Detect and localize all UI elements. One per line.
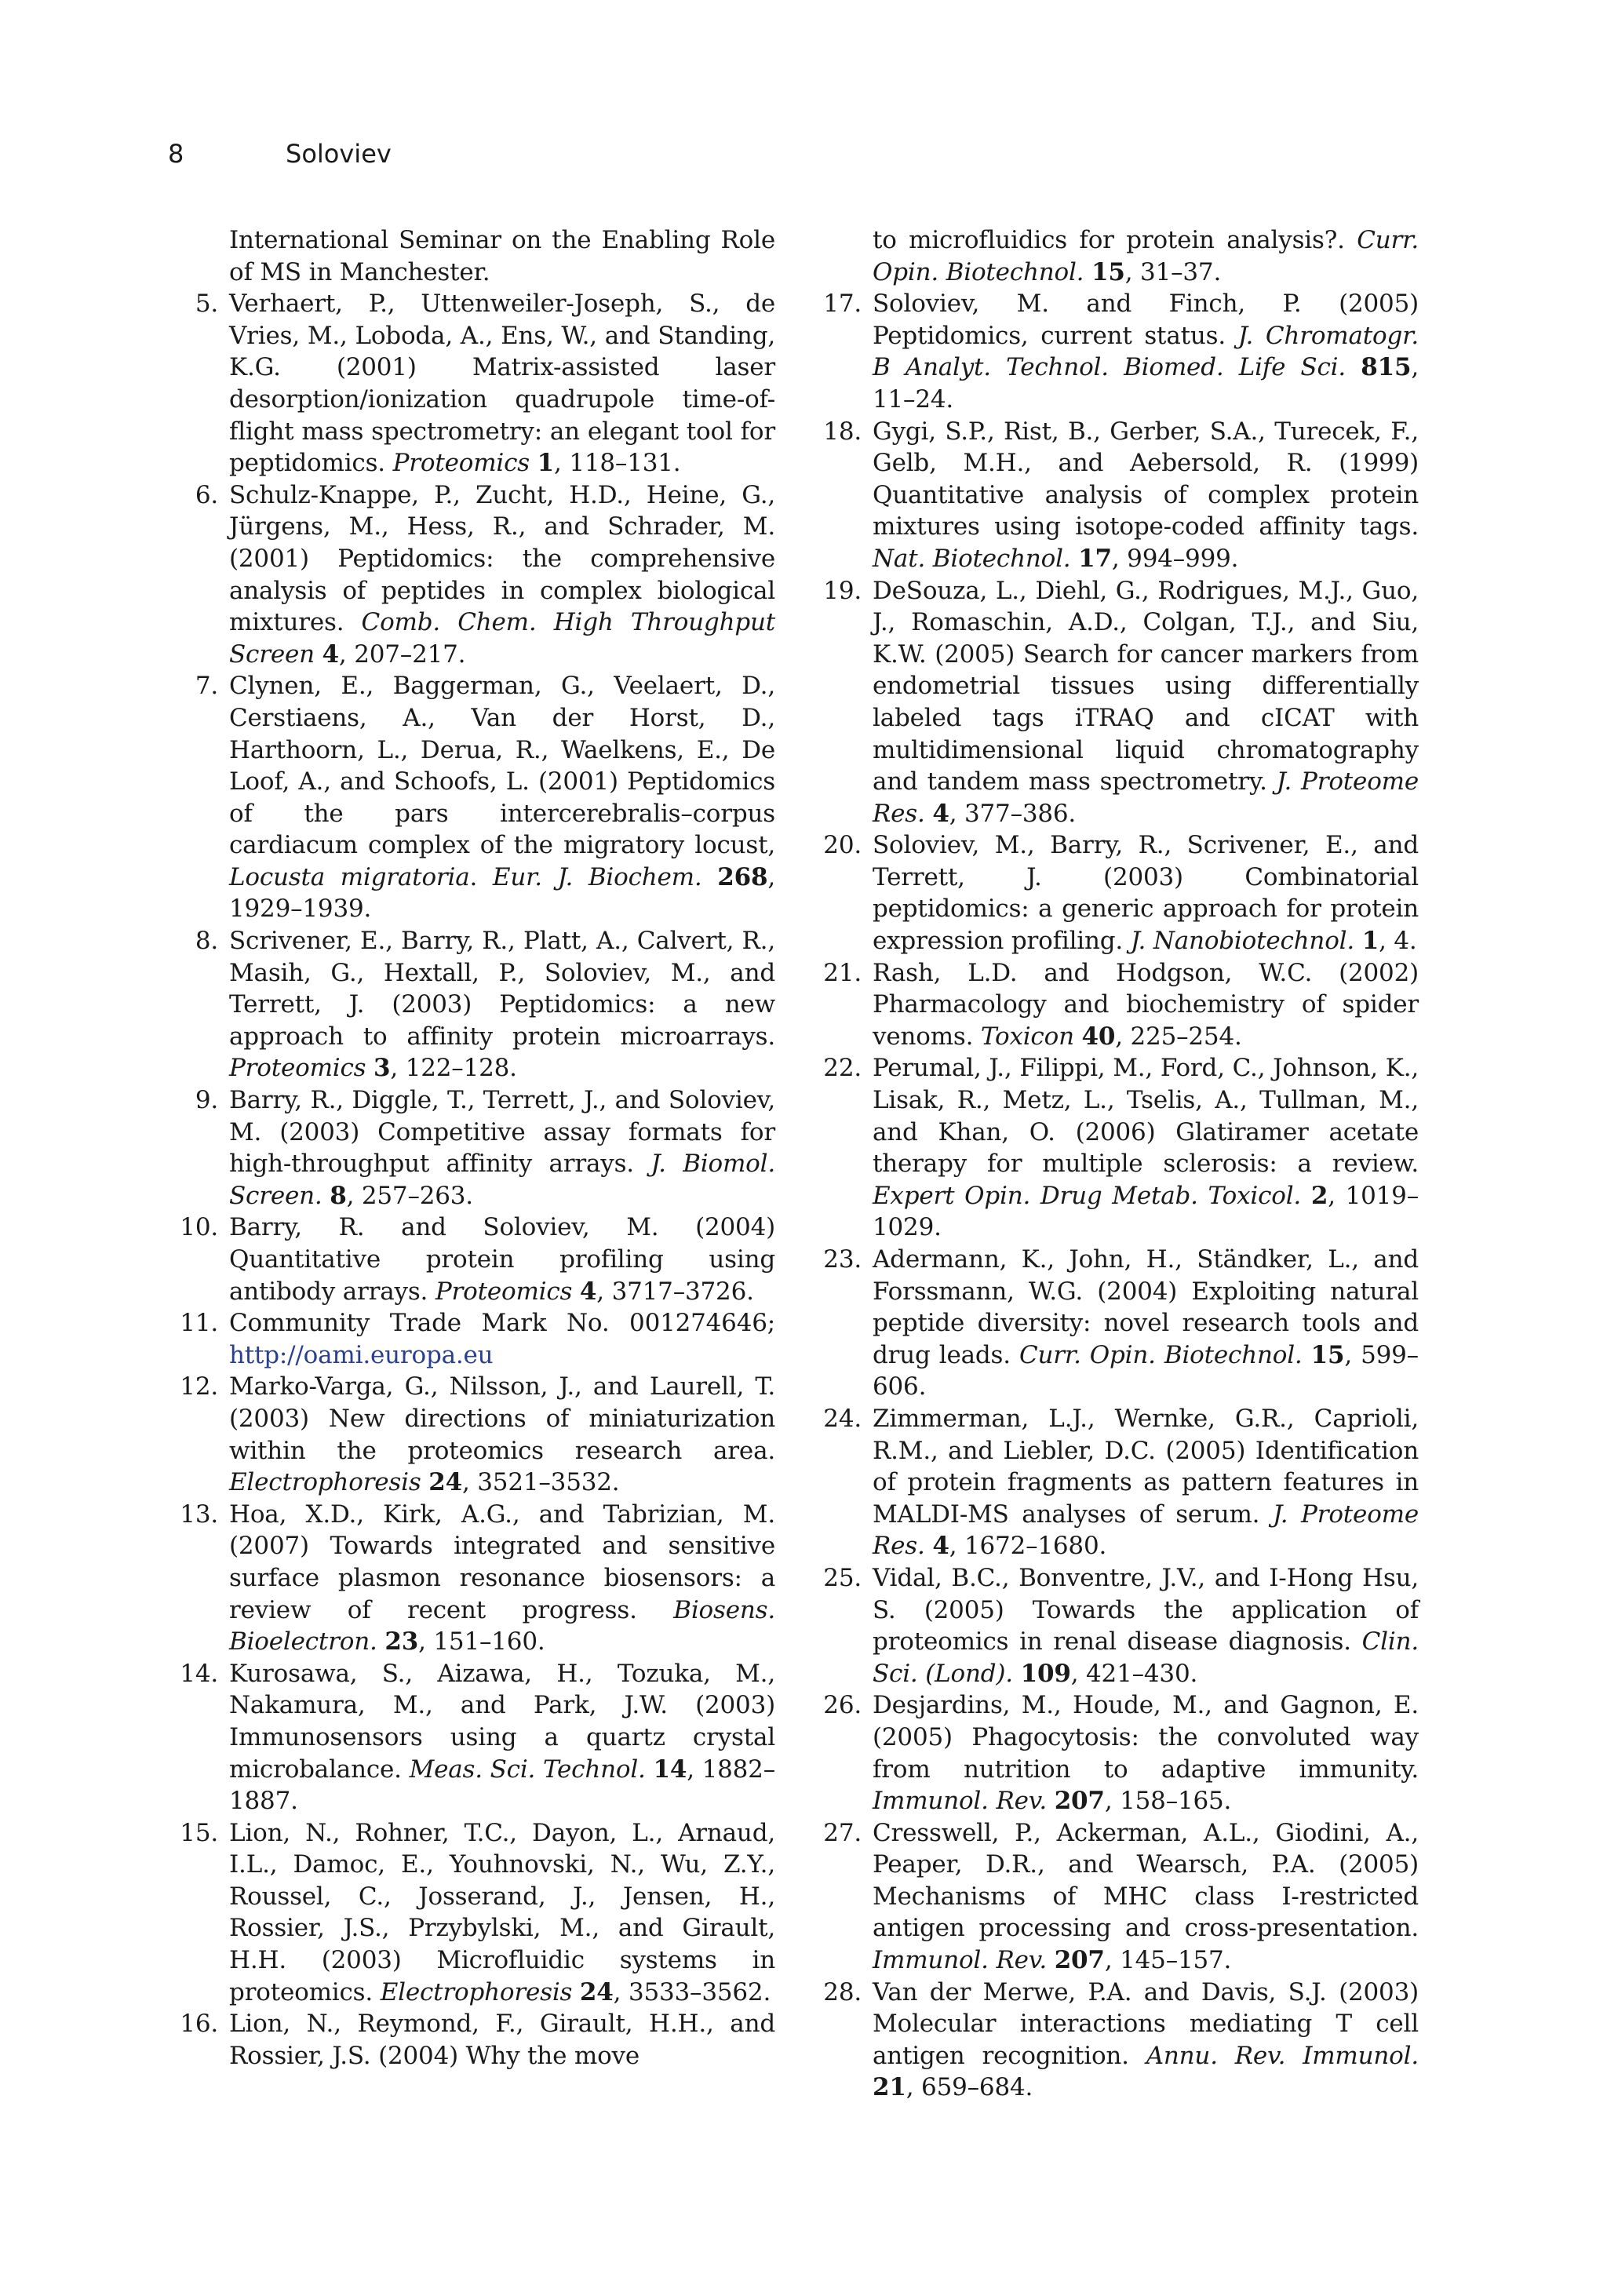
reference-text-segment <box>572 1978 580 2006</box>
volume-number: 15 <box>1310 1340 1345 1369</box>
reference-text-segment: , 158–165. <box>1104 1787 1232 1816</box>
reference-text-segment: , 225–254. <box>1115 1022 1242 1051</box>
reference-number: 27. <box>823 1818 862 1847</box>
reference-number: 6. <box>195 480 218 509</box>
reference-text <box>873 224 1419 288</box>
reference-text-segment: , 257–263. <box>346 1181 473 1210</box>
reference-number: 23. <box>823 1245 862 1274</box>
reference-number: 5. <box>195 290 218 319</box>
reference-text-segment <box>1301 1182 1311 1210</box>
reference-text <box>873 957 1419 1053</box>
journal-title: Proteomics <box>435 1277 573 1306</box>
reference-item <box>165 1084 775 1212</box>
reference-item <box>165 925 775 1084</box>
reference-text-segment: , 11–24. <box>873 353 1419 414</box>
reference-item <box>165 1658 775 1817</box>
reference-text-segment <box>1346 353 1361 381</box>
journal-title: Curr. Opin. Biotechnol. <box>873 226 1419 286</box>
reference-text-segment: , 377–386. <box>949 799 1077 828</box>
volume-number: 17 <box>1078 544 1112 573</box>
reference-item-continued <box>165 224 775 288</box>
reference-text-segment: Clynen, E., Baggerman, G., Veelaert, D., Cerstiaens, A., Van der Horst, D., Harthoorn, L., Derua, R., Waelkens, E., De Loof, A., and Schoofs, L. (2001) Peptidomics of the pars intercerebralis–corpus cardiacum complex of the migratory locust, <box>229 672 775 860</box>
reference-text-segment: , 3521–3532. <box>461 1468 620 1497</box>
reference-text-segment: , 3717–3726. <box>596 1277 754 1306</box>
reference-number: 14. <box>180 1659 218 1688</box>
volume-number: 268 <box>717 862 768 891</box>
reference-number: 22. <box>823 1054 862 1083</box>
reference-number: 16. <box>180 2010 218 2039</box>
reference-text <box>229 1307 775 1371</box>
reference-text-segment: , 118–131. <box>554 449 681 478</box>
reference-text-segment <box>322 1182 330 1210</box>
journal-title: Proteomics <box>392 449 530 478</box>
reference-item <box>165 1212 775 1307</box>
reference-text-segment <box>315 640 322 669</box>
journal-title: Eur. J. Biochem. <box>492 862 702 891</box>
volume-number: 207 <box>1054 1946 1105 1975</box>
reference-item <box>808 1562 1419 1689</box>
reference-text-segment: , 1929–1939. <box>229 862 775 924</box>
reference-text <box>229 670 775 925</box>
journal-title: J. Proteome Res. <box>873 1500 1419 1561</box>
journal-title: Expert Opin. Drug Metab. Toxicol. <box>873 1181 1302 1210</box>
volume-number: 4 <box>579 1277 597 1306</box>
reference-text <box>873 416 1419 575</box>
reference-text <box>873 1244 1419 1403</box>
reference-text-segment: , 599–606. <box>873 1340 1419 1401</box>
reference-number: 25. <box>823 1563 862 1592</box>
volume-number: 8 <box>330 1181 347 1210</box>
reference-text-segment: Soloviev, M. and Finch, P. (2005) Peptidomics, current status. <box>873 290 1419 350</box>
reference-item <box>165 288 775 479</box>
reference-text-segment: Community Trade Mark No. 001274646; <box>229 1309 775 1338</box>
volume-number: 4 <box>932 1532 949 1561</box>
reference-link[interactable]: http://oami.europa.eu <box>229 1340 494 1369</box>
reference-text <box>873 1562 1419 1689</box>
reference-text-segment <box>1047 1787 1055 1815</box>
reference-number: 12. <box>180 1372 218 1401</box>
volume-number: 4 <box>322 640 339 669</box>
reference-number: 15. <box>180 1818 218 1847</box>
reference-text-segment <box>1084 258 1091 286</box>
reference-item <box>165 1817 775 2009</box>
reference-text-segment: Lion, N., Rohner, T.C., Dayon, L., Arnaud, I.L., Damoc, E., Youhnovski, N., Wu, Z.Y., Roussel, C., Josserand, J., Jensen, H., Rossier, J.S., Przybylski, M., and Girault, H.H. (2003) Microfluidic systems in proteomics. <box>229 1818 775 2006</box>
reference-item <box>808 957 1419 1053</box>
volume-number: 1 <box>537 449 555 478</box>
reference-number: 24. <box>823 1404 862 1433</box>
volume-number: 1 <box>1361 927 1379 956</box>
volume-number: 4 <box>932 799 949 828</box>
journal-title: Comb. Chem. High Throughput Screen <box>229 608 776 669</box>
journal-title: Curr. Opin. Biotechnol. <box>1018 1340 1303 1369</box>
reference-text-segment: Rash, L.D. and Hodgson, W.C. (2002) Pharmacology and biochemistry of spider venoms. <box>873 958 1419 1051</box>
reference-text <box>229 1499 775 1658</box>
reference-text-segment <box>925 800 933 828</box>
reference-item <box>808 1403 1419 1562</box>
journal-title: J. Proteome Res. <box>873 767 1419 828</box>
reference-text-segment: , 4. <box>1379 927 1417 956</box>
journal-title: Locusta migratoria <box>229 862 470 891</box>
reference-text-segment: Kurosawa, S., Aizawa, H., Tozuka, M., Nakamura, M., and Park, J.W. (2003) Immunosensors using a quartz crystal microbalance. <box>229 1659 775 1784</box>
journal-title: Immunol. Rev. <box>873 1946 1048 1975</box>
reference-text-segment: , 1019–1029. <box>873 1181 1419 1242</box>
reference-text-segment: Desjardins, M., Houde, M., and Gagnon, E. (2005) Phagocytosis: the convoluted way from nutrition to adaptive immunity. <box>873 1691 1419 1784</box>
reference-number: 11. <box>180 1309 218 1338</box>
journal-title: J. Biomol. Screen. <box>229 1150 775 1210</box>
reference-text <box>229 288 775 479</box>
volume-number: 109 <box>1020 1659 1071 1688</box>
reference-text-segment <box>377 1627 385 1656</box>
reference-text-segment: Lion, N., Reymond, F., Girault, H.H., and Rossier, J.S. (2004) Why the move <box>229 2010 775 2070</box>
reference-text-segment: Hoa, X.D., Kirk, A.G., and Tabrizian, M. (2007) Towards integrated and sensitive surface plasmon resonance biosensors: a review of recent progress. <box>229 1500 775 1624</box>
reference-item <box>808 1977 1419 2104</box>
reference-text-segment: , 207–217. <box>338 640 466 669</box>
reference-number: 19. <box>823 576 862 605</box>
reference-number: 20. <box>823 831 862 860</box>
reference-text-segment: , 145–157. <box>1104 1946 1232 1975</box>
reference-text <box>873 1052 1419 1244</box>
volume-number: 40 <box>1081 1022 1116 1051</box>
reference-text-segment: , 659–684. <box>906 2073 1033 2102</box>
reference-text <box>873 1817 1419 1977</box>
reference-text-segment: Schulz-Knappe, P., Zucht, H.D., Heine, G., Jürgens, M., Hess, R., and Schrader, M. (2001) Peptidomics: the comprehensive analysis of peptides in complex biological mixtures. <box>229 480 775 637</box>
reference-text-segment: Adermann, K., John, H., Ständker, L., and Forssmann, W.G. (2004) Exploiting natural peptide diversity: novel research tools and drug leads. <box>873 1245 1419 1369</box>
reference-text-segment: Zimmerman, L.J., Wernke, G.R., Caprioli, R.M., and Liebler, D.C. (2005) Identification of protein fragments as pattern features in MALDI-MS analyses of serum. <box>873 1404 1419 1529</box>
reference-text-segment <box>702 863 718 891</box>
reference-text-segment <box>925 1532 933 1560</box>
journal-title: Electrophoresis <box>380 1977 573 2006</box>
journal-title: Annu. Rev. Immunol. <box>1146 2041 1419 2070</box>
journal-title: Electrophoresis <box>229 1468 421 1497</box>
reference-item <box>165 1307 775 1371</box>
reference-text-segment <box>366 1054 374 1082</box>
reference-text-segment: Barry, R., Diggle, T., Terrett, J., and Soloviev, M. (2003) Competitive assay formats for high-throughput affinity arrays. <box>229 1086 775 1179</box>
reference-text-segment: , 994–999. <box>1111 544 1239 573</box>
reference-text <box>229 1084 775 1212</box>
volume-number: 815 <box>1361 353 1412 382</box>
reference-text <box>229 479 775 671</box>
reference-item <box>165 1499 775 1658</box>
volume-number: 24 <box>579 1977 614 2006</box>
reference-item <box>165 479 775 671</box>
reference-text <box>873 288 1419 415</box>
reference-text-segment <box>1013 1660 1021 1688</box>
reference-text <box>229 1371 775 1498</box>
reference-number: 17. <box>823 290 862 319</box>
reference-text-segment: , 3533–3562. <box>613 1977 771 2006</box>
reference-text-segment: , 1672–1680. <box>949 1532 1107 1561</box>
reference-text <box>229 224 775 288</box>
journal-title: Meas. Sci. Technol. <box>409 1755 646 1784</box>
reference-text <box>873 1689 1419 1817</box>
running-title: Soloviev <box>286 139 392 169</box>
volume-number: 2 <box>1310 1181 1328 1210</box>
reference-text <box>229 925 775 1084</box>
reference-item <box>808 288 1419 415</box>
reference-text-segment <box>1047 1946 1055 1974</box>
reference-text-segment: , 151–160. <box>418 1627 545 1656</box>
reference-item <box>808 829 1419 957</box>
reference-text-segment: Marko-Varga, G., Nilsson, J., and Laurell, T. (2003) New directions of miniaturization within the proteomics research area. <box>229 1372 775 1465</box>
reference-item <box>808 1817 1419 1977</box>
volume-number: 23 <box>384 1627 419 1656</box>
reference-item-continued <box>808 224 1419 288</box>
journal-title: J. Nanobiotechnol. <box>1130 927 1355 956</box>
reference-text-segment <box>646 1755 654 1784</box>
volume-number: 207 <box>1054 1787 1105 1816</box>
reference-text <box>873 1403 1419 1562</box>
reference-number: 7. <box>195 672 218 701</box>
reference-text-segment: Verhaert, P., Uttenweiler-Joseph, S., de Vries, M., Loboda, A., Ens, W., and Standing, K.G. (2001) Matrix-assisted laser desorption/ionization quadrupole time-of-flight mass spectrometry: an elegant tool for peptidomics. <box>229 290 775 478</box>
reference-number: 13. <box>180 1500 218 1529</box>
reference-text-segment: Vidal, B.C., Bonventre, J.V., and I-Hong Hsu, S. (2005) Towards the application of proteomics in renal disease diagnosis. <box>873 1563 1419 1656</box>
reference-item <box>808 575 1419 830</box>
reference-text <box>873 575 1419 830</box>
reference-text-segment: DeSouza, L., Diehl, G., Rodrigues, M.J., Guo, J., Romaschin, A.D., Colgan, T.J., and Siu, K.W. (2005) Search for cancer markers from endometrial tissues using differentially labeled tags iTRAQ and cICAT with multidimensional liquid chromatography and tandem mass spectrometry. <box>873 576 1419 796</box>
reference-item <box>808 416 1419 575</box>
reference-item <box>165 1371 775 1498</box>
volume-number: 14 <box>653 1755 687 1784</box>
reference-text-segment <box>1070 545 1078 573</box>
reference-text-segment: . <box>469 862 493 891</box>
reference-text <box>229 1658 775 1817</box>
reference-number: 28. <box>823 1977 862 2006</box>
reference-text-segment: , 31–37. <box>1124 257 1222 286</box>
reference-text-segment: Scrivener, E., Barry, R., Platt, A., Calvert, R., Masih, G., Hextall, P., Soloviev, M., and Terrett, J. (2003) Peptidomics: a new approach to affinity protein microarrays. <box>229 927 775 1051</box>
reference-text <box>229 1212 775 1307</box>
reference-item <box>808 1244 1419 1403</box>
reference-text <box>873 1977 1419 2104</box>
reference-text-segment: Perumal, J., Filippi, M., Ford, C., Johnson, K., Lisak, R., Metz, L., Tselis, A., Tullman, M., and Khan, O. (2006) Glatiramer acetate therapy for multiple sclerosis: a review. <box>873 1054 1419 1179</box>
volume-number: 24 <box>428 1468 462 1497</box>
reference-text-segment: to microfluidics for protein analysis?. <box>873 226 1357 254</box>
reference-text-segment: Van der Merwe, P.A. and Davis, S.J. (2003) Molecular interactions mediating T cell antigen recognition. <box>873 1977 1419 2070</box>
reference-item <box>808 1689 1419 1817</box>
reference-item <box>165 2008 775 2072</box>
volume-number: 21 <box>873 2073 906 2102</box>
reference-text-segment <box>572 1277 580 1306</box>
journal-title: Toxicon <box>980 1022 1074 1051</box>
reference-text-segment: , 122–128. <box>390 1054 517 1083</box>
reference-item <box>808 1052 1419 1244</box>
reference-number: 26. <box>823 1691 862 1720</box>
journal-title: Biosens. Bioelectron. <box>229 1595 775 1656</box>
running-head <box>168 138 392 169</box>
references-left-column <box>165 224 775 2072</box>
journal-title: Proteomics <box>229 1054 366 1083</box>
journal-title: J. Chromatogr. B Analyt. Technol. Biomed. Life Sci. <box>873 321 1419 382</box>
reference-text-segment <box>1303 1341 1311 1369</box>
reference-text-segment <box>421 1468 429 1496</box>
reference-text-segment: Barry, R. and Soloviev, M. (2004) Quantitative protein profiling using antibody arrays. <box>229 1213 775 1306</box>
reference-number: 21. <box>823 958 862 987</box>
page-number: 8 <box>168 139 184 169</box>
volume-number: 3 <box>374 1054 391 1083</box>
reference-number: 8. <box>195 927 218 956</box>
reference-text-segment: Gygi, S.P., Rist, B., Gerber, S.A., Turecek, F., Gelb, M.H., and Aebersold, R. (1999) Quantitative analysis of complex protein mixtures using isotope-coded affinity tags. <box>873 417 1419 541</box>
reference-text <box>229 2008 775 2072</box>
reference-text-segment: International Seminar on the Enabling Role of MS in Manchester. <box>229 226 775 286</box>
reference-text-segment: Cresswell, P., Ackerman, A.L., Giodini, A., Peaper, D.R., and Wearsch, P.A. (2005) Mechanisms of MHC class I-restricted antigen processing and cross-presentation. <box>873 1818 1419 1943</box>
reference-text-segment <box>1354 927 1362 955</box>
reference-text-segment <box>530 449 537 477</box>
reference-number: 10. <box>180 1213 218 1242</box>
journal-title: Clin. Sci. (Lond). <box>873 1627 1419 1688</box>
reference-number: 9. <box>195 1086 218 1115</box>
reference-number: 18. <box>823 417 862 446</box>
reference-text <box>873 829 1419 957</box>
volume-number: 15 <box>1091 257 1125 286</box>
journal-title: Immunol. Rev. <box>873 1787 1048 1816</box>
reference-text-segment: , 421–430. <box>1070 1659 1198 1688</box>
reference-text-segment: , 1882–1887. <box>229 1755 775 1816</box>
reference-text-segment: Soloviev, M., Barry, R., Scrivener, E., and Terrett, J. (2003) Combinatorial peptidomics: a generic approach for protein expression profiling. <box>873 831 1419 956</box>
reference-item <box>165 670 775 925</box>
reference-text <box>229 1817 775 2009</box>
references-right-column <box>808 224 1419 2104</box>
journal-title: Nat. Biotechnol. <box>873 544 1071 573</box>
